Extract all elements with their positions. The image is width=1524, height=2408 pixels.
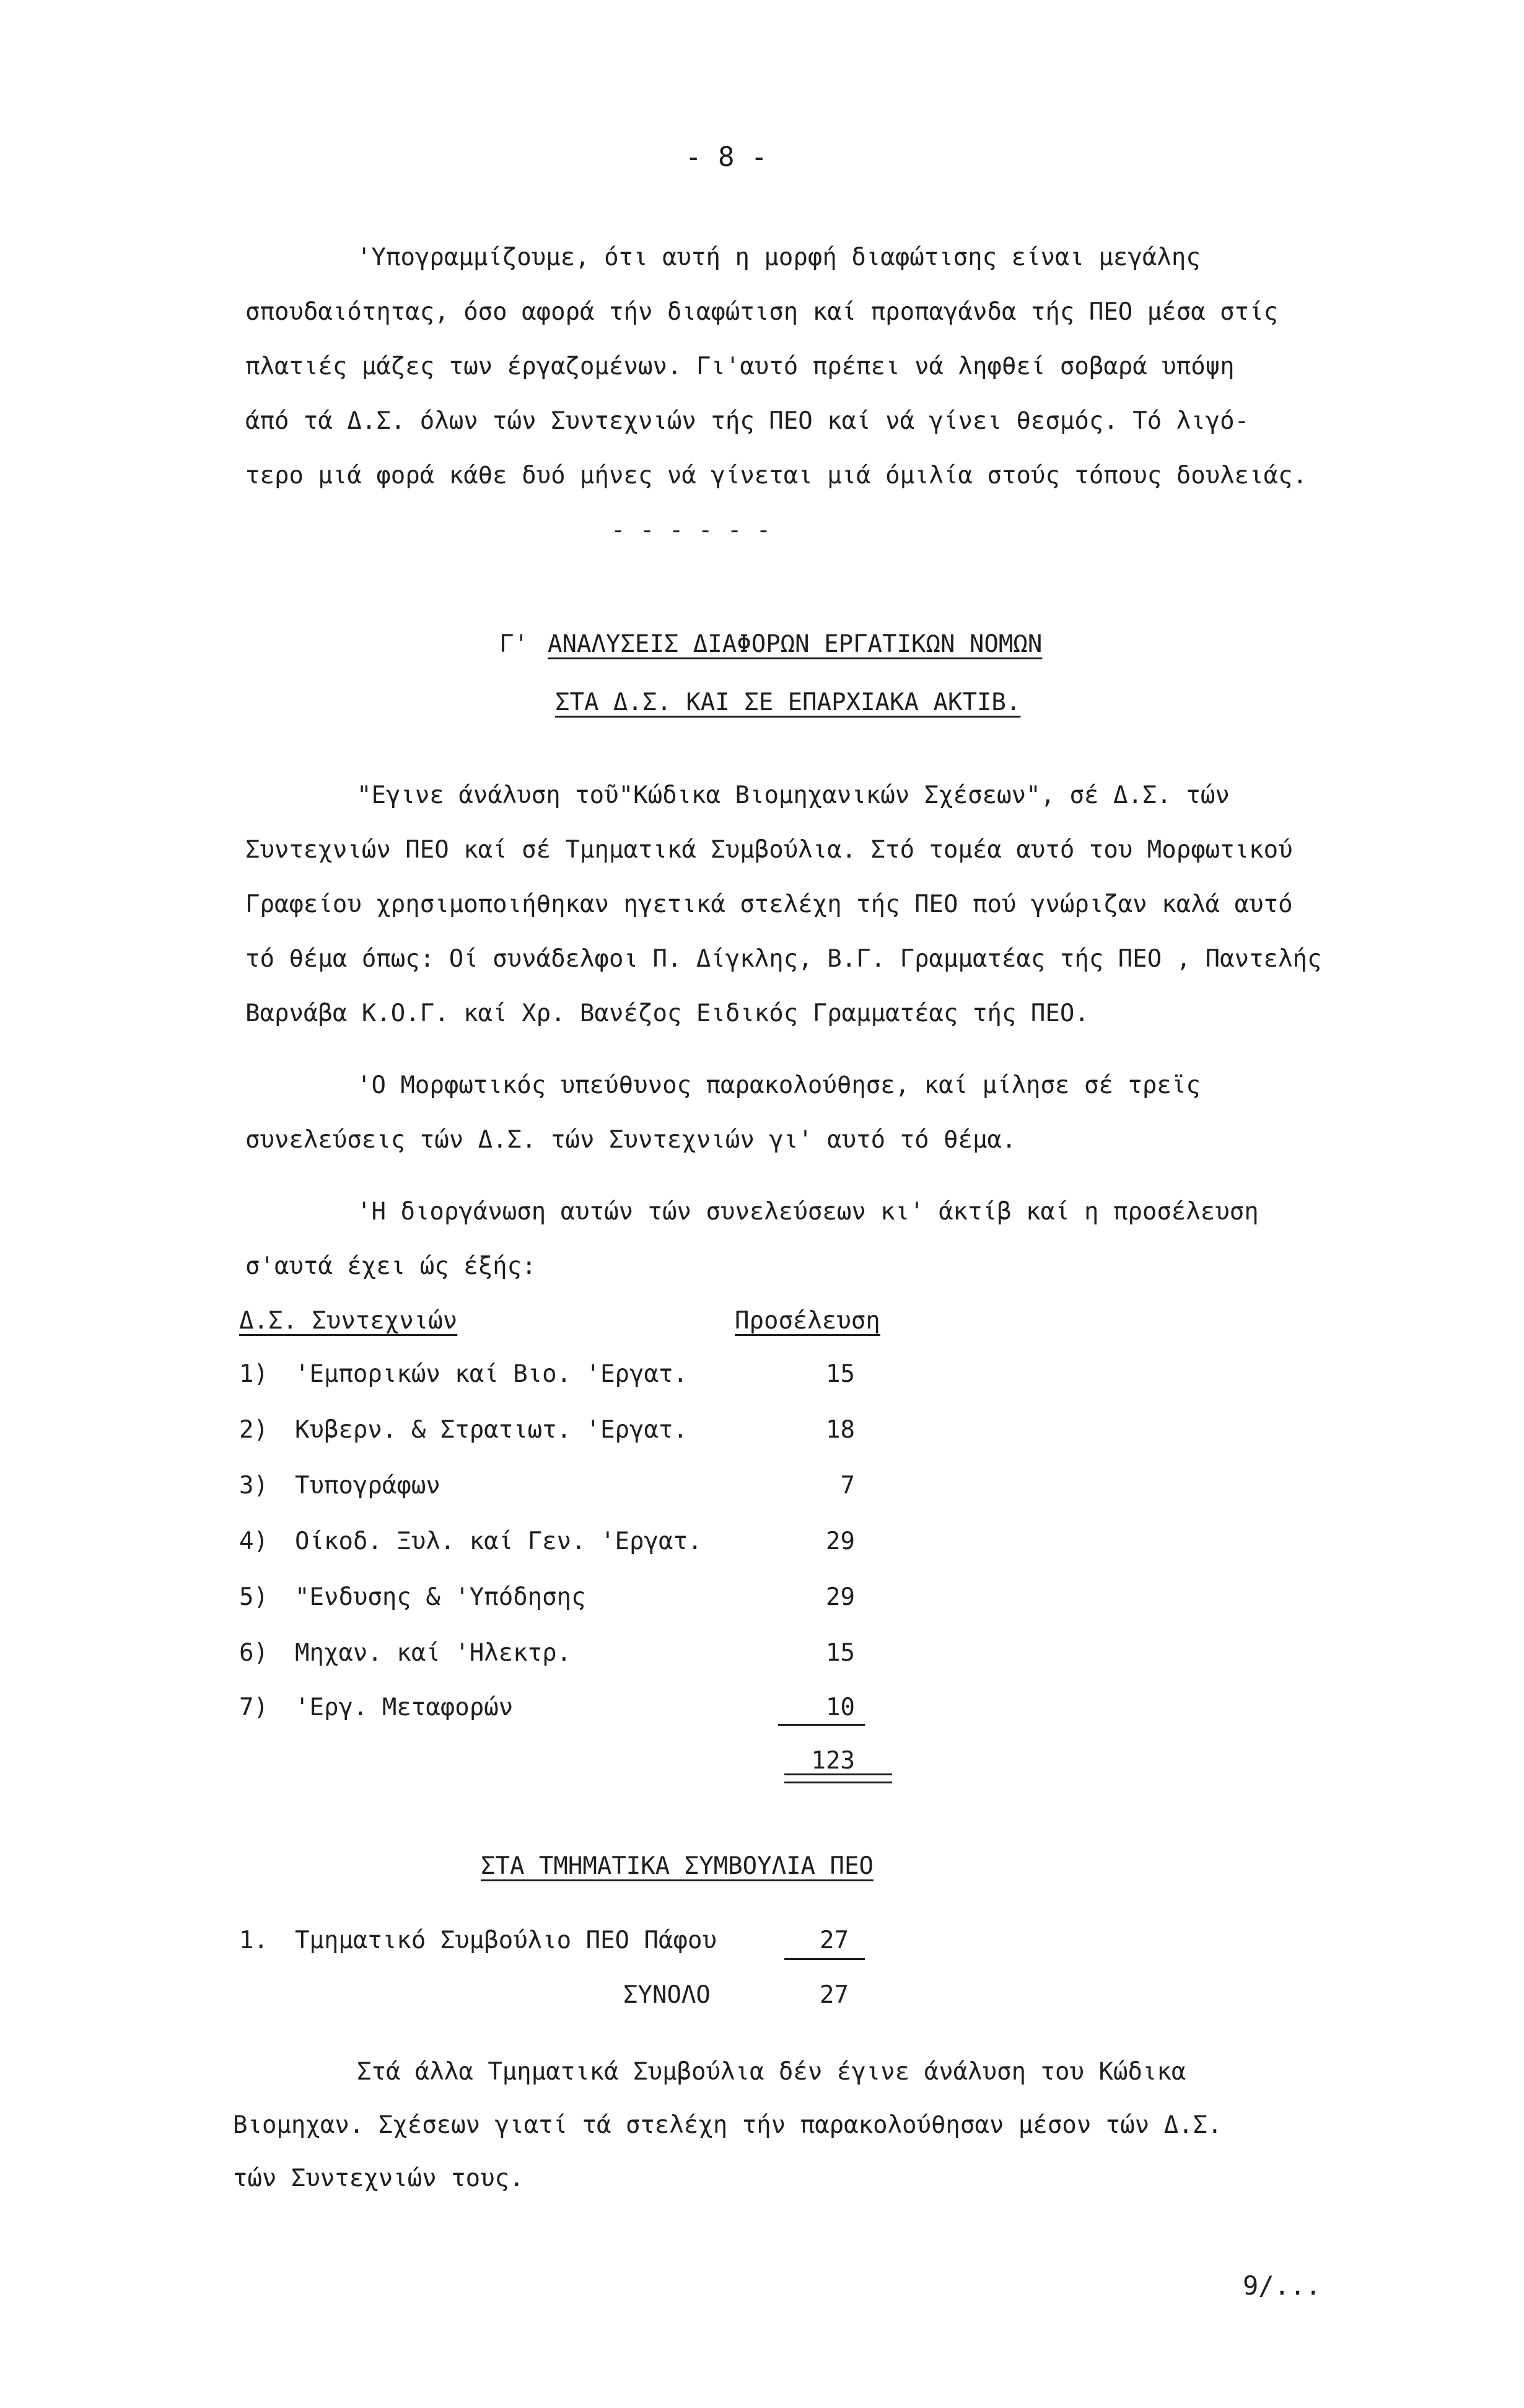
paragraph-line: τό θέμα όπως: Οί συνάδελφοι Π. Δίγκλης, Β.Γ. Γραμματέας τής ΠΕΟ , Παντελής bbox=[245, 945, 1322, 973]
sum-rule bbox=[784, 1958, 865, 1960]
table-header-unions: Δ.Σ. Συντεχνιών bbox=[239, 1307, 458, 1335]
page-number: - 8 - bbox=[685, 141, 768, 173]
regional-item-name: Τμηματικό Συμβούλιο ΠΕΟ Πάφου bbox=[295, 1927, 717, 1954]
paragraph-line: Γραφείου χρησιμοποιήθηκαν ηγετικά στελέχη τής ΠΕΟ πού γνώριζαν καλά αυτό bbox=[245, 890, 1293, 918]
paragraph-line: Βιομηχαν. Σχέσεων γιατί τά στελέχη τήν παρακολούθησαν μέσον τών Δ.Σ. bbox=[233, 2111, 1222, 2139]
section-heading-line: ΣΤΑ Δ.Σ. ΚΑΙ ΣΕ ΕΠΑΡΧΙΑΚΑ ΑΚΤΙΒ. bbox=[555, 688, 1021, 716]
row-value: 29 bbox=[826, 1583, 855, 1611]
separator-dashes: - - - - - - bbox=[611, 516, 771, 544]
row-name: Μηχαν. καί 'Ηλεκτρ. bbox=[295, 1639, 572, 1667]
row-name: Οίκοδ. Ξυλ. καί Γεν. 'Εργατ. bbox=[295, 1527, 703, 1555]
row-index: 7) bbox=[239, 1694, 268, 1721]
regional-item-value: 27 bbox=[820, 1927, 849, 1954]
intro-line: 'Υπογραμμίζουμε, ότι αυτή η μορφή διαφώτισης είναι μεγάλης bbox=[357, 244, 1201, 271]
row-index: 5) bbox=[239, 1583, 268, 1611]
paragraph-line: 'Ο Μορφωτικός υπεύθυνος παρακολούθησε, καί μίλησε σέ τρεϊς bbox=[357, 1071, 1201, 1099]
paragraph-line: σ'αυτά έχει ώς έξής: bbox=[245, 1252, 536, 1280]
paragraph-line: Συντεχνιών ΠΕΟ καί σέ Τμηματικά Συμβούλια. Στό τομέα αυτό του Μορφωτικού bbox=[245, 836, 1293, 864]
paragraph-line: Στά άλλα Τμηματικά Συμβούλια δέν έγινε άνάλυση του Κώδικα bbox=[357, 2058, 1186, 2086]
section-prefix: Γ' bbox=[499, 630, 528, 658]
intro-line: άπό τά Δ.Σ. όλων τών Συντεχνιών τής ΠΕΟ καί νά γίνει θεσμός. Τό λιγό- bbox=[245, 407, 1250, 435]
regional-total-label: ΣΥΝΟΛΟ bbox=[623, 1981, 711, 2009]
row-index: 4) bbox=[239, 1527, 268, 1555]
row-index: 2) bbox=[239, 1416, 268, 1444]
table-total: 123 bbox=[811, 1747, 855, 1775]
paragraph-line: 'Η διοργάνωση αυτών τών συνελεύσεων κι' άκτίβ καί η προσέλευση bbox=[357, 1198, 1259, 1226]
row-value: 10 bbox=[826, 1694, 855, 1721]
double-rule bbox=[784, 1773, 892, 1783]
paragraph-line: τών Συντεχνιών τους. bbox=[233, 2164, 524, 2192]
intro-line: τερο μιά φορά κάθε δυό μήνες νά γίνεται μιά όμιλία στούς τόπους δουλειάς. bbox=[245, 462, 1308, 490]
paragraph-line: Βαρνάβα Κ.Ο.Γ. καί Χρ. Βανέζος Ειδικός Γραμματέας τής ΠΕΟ. bbox=[245, 1000, 1089, 1027]
row-value: 7 bbox=[840, 1472, 855, 1500]
regional-item-index: 1. bbox=[239, 1927, 268, 1954]
regional-total-value: 27 bbox=[820, 1981, 849, 2009]
row-index: 1) bbox=[239, 1360, 268, 1388]
row-index: 3) bbox=[239, 1472, 268, 1500]
row-index: 6) bbox=[239, 1639, 268, 1667]
row-name: "Ενδυσης & 'Υπόδησης bbox=[295, 1583, 586, 1611]
paragraph-line: συνελεύσεις τών Δ.Σ. τών Συντεχνιών γι' αυτό τό θέμα. bbox=[245, 1126, 1017, 1154]
regional-heading: ΣΤΑ ΤΜΗΜΑΤΙΚΑ ΣΥΜΒΟΥΛΙΑ ΠΕΟ bbox=[481, 1852, 874, 1880]
section-heading-line: ΑΝΑΛΥΣΕΙΣ ΔΙΑΦΟΡΩΝ ΕΡΓΑΤΙΚΩΝ ΝΟΜΩΝ bbox=[548, 630, 1043, 658]
row-value: 18 bbox=[826, 1416, 855, 1444]
paragraph-line: "Εγινε άνάλυση τοῦ"Κώδικα Βιομηχανικών Σχέσεων", σέ Δ.Σ. τών bbox=[357, 781, 1230, 809]
continuation-marker: 9/... bbox=[1243, 2270, 1321, 2301]
row-value: 15 bbox=[826, 1360, 855, 1388]
table-header-attendance: Προσέλευση bbox=[735, 1307, 880, 1335]
row-value: 15 bbox=[826, 1639, 855, 1667]
intro-line: πλατιές μάζες των έργαζομένων. Γι'αυτό πρέπει νά ληφθεί σοβαρά υπόψη bbox=[245, 353, 1235, 380]
row-name: Τυπογράφων bbox=[295, 1472, 440, 1500]
intro-line: σπουδαιότητας, όσο αφορά τήν διαφώτιση καί προπαγάνδα τής ΠΕΟ μέσα στίς bbox=[245, 298, 1279, 326]
row-value: 29 bbox=[826, 1527, 855, 1555]
row-name: 'Εργ. Μεταφορών bbox=[295, 1694, 514, 1721]
row-name: 'Εμπορικών καί Βιο. 'Εργατ. bbox=[295, 1360, 688, 1388]
row-name: Κυβερν. & Στρατιωτ. 'Εργατ. bbox=[295, 1416, 688, 1444]
sum-rule bbox=[778, 1724, 865, 1726]
